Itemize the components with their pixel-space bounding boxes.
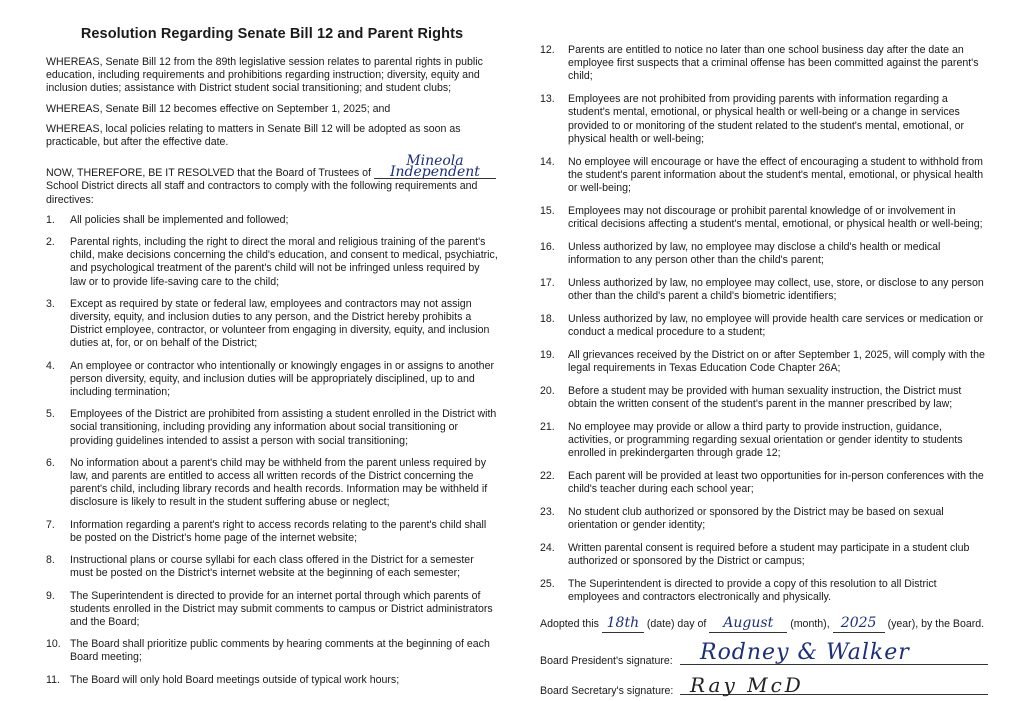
document-title: Resolution Regarding Senate Bill 12 and Parent Rights: [80, 26, 464, 42]
resolved-suffix: School District directs all staff and contractors to comply with the following requirements and directives:: [46, 180, 478, 206]
directive-item: [540, 542, 988, 568]
directive-text: All grievances received by the District on or after September 1, 2025, will comply with the legal requirements in Texas Education Code Chapter 26A;: [568, 348, 985, 375]
directive-text: All policies shall be implemented and followed;: [70, 213, 289, 226]
directive-item: [540, 313, 988, 339]
president-signature-label: Board President's signature:: [540, 655, 673, 668]
directive-number: 20.: [540, 384, 555, 397]
directive-number: 23.: [540, 506, 555, 519]
secretary-signature-row: [540, 673, 988, 701]
directive-item: [540, 205, 988, 231]
whereas-1: WHEREAS, Senate Bill 12 from the 89th legislative session relates to parental rights in public education, including requirements and prohibitions regarding instruction; diversity, equity and inclusion duties; assistance with District student social transitioning; and student clubs;: [46, 56, 483, 95]
adopted-date: 18th: [602, 614, 644, 633]
directive-item: [540, 385, 988, 411]
directive-number: 5.: [46, 408, 55, 421]
directive-text: Employees may not discourage or prohibit parental knowledge of or involvement in critical decisions affecting a student's mental, emotional, or physical health or well-being;: [568, 204, 983, 231]
directive-text: An employee or contractor who intentionally or knowingly engages in or assigns to another person diversity, equity, and inclusion duties will be appropriately disciplined, up to and including termination;: [70, 359, 494, 399]
directive-text: Each parent will be provided at least two opportunities for in-person conferences with the child's teacher during each school year;: [568, 470, 984, 496]
directive-text: The Board shall prioritize public comments by hearing comments at the beginning of each Board meeting;: [70, 638, 490, 664]
directive-number: 4.: [46, 359, 55, 372]
directive-item: [540, 506, 988, 532]
directive-text: Parental rights, including the right to direct the moral and religious training of the parent's child, make decisions concerning the child's education, and consent to medical, psychiatric, and psychological treatment of the parent's child will not be infringed unless required by law or to provide life-saving care to the child;: [70, 236, 498, 288]
directive-text: No information about a parent's child may be withheld from the parent unless required by law, and parents are entitled to access all written records of the District concerning the parent's child, including library records and health records. Information may be withheld if disclosure is likely to result in the student suffering abuse or neglect;: [70, 456, 488, 509]
directive-item: [46, 360, 498, 400]
directive-text: Written parental consent is required before a student may participate in a student club authorized or sponsored by the District or campus;: [568, 542, 970, 568]
adopted-prefix: Adopted this: [540, 618, 599, 631]
directive-item: [46, 236, 498, 289]
directive-item: [540, 277, 988, 303]
directive-text: No student club authorized or sponsored by the District may be based on sexual orientation or gender identity;: [568, 506, 944, 532]
whereas-3: WHEREAS, local policies relating to matters in Senate Bill 12 will be adopted as soon as practicable, but after the effective date.: [46, 122, 461, 149]
directive-item: [540, 44, 988, 84]
directives-list-right: [540, 44, 988, 604]
directive-text: Unless authorized by law, no employee may collect, use, store, or disclose to any person other than the child's parent a child's biometric identifiers;: [568, 276, 984, 303]
directives-list-left: [46, 214, 498, 687]
directive-number: 15.: [540, 204, 555, 217]
directive-number: 25.: [540, 578, 555, 591]
directive-item: [46, 590, 498, 630]
secretary-signature: Ray McD: [690, 673, 804, 698]
adopted-date-label: (date) day of: [646, 618, 707, 631]
directive-number: 22.: [540, 470, 555, 483]
left-column: [46, 26, 498, 696]
directive-number: 18.: [540, 312, 555, 325]
directive-text: No employee will encourage or have the effect of encouraging a student to withhold from the student's parent information about the student's mental, emotional, or physical health or well-being;: [568, 155, 984, 195]
secretary-signature-label: Board Secretary's signature:: [540, 685, 674, 698]
directive-item: [540, 156, 988, 196]
directive-text: Employees are not prohibited from providing parents with information regarding a student's mental, emotional, or physical health or well-being or a change in services provided to or monitoring of the student related to the student's mental, emotional, or physical health or well-being;: [568, 93, 964, 145]
directive-item: [46, 519, 498, 545]
adopted-year-label: (year), by the Board.: [887, 618, 985, 631]
directive-number: 8.: [46, 554, 55, 567]
directive-number: 21.: [540, 420, 555, 433]
adopted-month-label: (month),: [790, 618, 830, 631]
directive-number: 3.: [46, 297, 55, 310]
resolved-paragraph: [46, 153, 498, 207]
directive-number: 11.: [46, 673, 60, 686]
directive-text: Parents are entitled to notice no later than one school business day after the date an employee first suspects that a criminal offense has been committed against the parent's child;: [568, 44, 979, 83]
adopted-line: [540, 614, 988, 633]
president-signature: Rodney & Walker: [700, 640, 910, 666]
directive-item: [540, 421, 988, 461]
directive-number: 9.: [46, 589, 55, 602]
directive-text: Except as required by state or federal law, employees and contractors may not assign diversity, equity, and inclusion duties to any person, and the District hereby prohibits a District employee, contractor, or volunteer from engaging in diversity, equity, and inclusion duties at, for, or on behalf of the District;: [70, 297, 490, 350]
directive-item: [540, 578, 988, 604]
resolved-prefix: NOW, THEREFORE, BE IT RESOLVED that the Board of Trustees of: [46, 167, 371, 180]
directive-item: [46, 638, 498, 664]
directive-number: 12.: [540, 44, 555, 56]
directive-number: 17.: [540, 276, 555, 289]
directive-text: The Superintendent is directed to provide a copy of this resolution to all District employees and contractors electronically and physically.: [568, 578, 937, 604]
directive-number: 14.: [540, 155, 555, 168]
directive-item: [46, 214, 498, 227]
directive-number: 19.: [540, 348, 555, 361]
adopted-year: 2025: [833, 614, 885, 633]
directive-number: 16.: [540, 240, 555, 253]
directive-text: Instructional plans or course syllabi for each class offered in the District for a semester must be posted on the District's internet website at the beginning of each semester;: [70, 554, 474, 580]
president-signature-row: [540, 640, 988, 671]
directive-number: 2.: [46, 236, 55, 249]
directive-item: [540, 93, 988, 146]
directive-number: 6.: [46, 456, 55, 469]
directive-item: [540, 241, 988, 267]
directive-number: 10.: [46, 638, 61, 651]
directive-number: 1.: [46, 213, 55, 226]
directive-item: [46, 457, 498, 510]
directive-text: Information regarding a parent's right to access records relating to the parent's child shall be posted on the District's home page of the internet website;: [70, 518, 487, 544]
adopted-month: August: [709, 614, 787, 633]
directive-text: Unless authorized by law, no employee may disclose a child's health or medical information to any person other than the child's parent;: [568, 240, 941, 267]
school-name-handwritten: Mineola Independent: [374, 156, 496, 179]
directive-text: The Superintendent is directed to provide for an internet portal through which parents of students enrolled in the District may submit comments to campus or District administrators and the Board;: [70, 589, 493, 628]
directive-item: [46, 674, 498, 687]
directive-text: The Board will only hold Board meetings outside of typical work hours;: [70, 673, 400, 686]
directive-item: [540, 470, 988, 496]
directive-text: Employees of the District are prohibited from assisting a student enrolled in the District with social transitioning, including providing any information about social transitioning or providing guidelines intended to assist a person with social transitioning;: [70, 408, 497, 447]
directive-number: 24.: [540, 542, 555, 555]
directive-text: No employee may provide or allow a third party to provide instruction, guidance, activities, or programming regarding sexual orientation or gender identity to students enrolled in prekindergarten through grade 12;: [568, 420, 963, 460]
whereas-2: WHEREAS, Senate Bill 12 becomes effective on September 1, 2025; and: [46, 102, 391, 115]
directive-item: [540, 349, 988, 375]
right-column: [540, 44, 988, 701]
directive-text: Before a student may be provided with human sexuality instruction, the District must obtain the written consent of the student's parent in the manner prescribed by law;: [568, 384, 962, 411]
directive-number: 13.: [540, 93, 555, 106]
directive-item: [46, 298, 498, 351]
directive-item: [46, 554, 498, 580]
directive-number: 7.: [46, 518, 55, 531]
directive-item: [46, 408, 498, 448]
directive-text: Unless authorized by law, no employee will provide health care services or medication or conduct a medical procedure to a student;: [568, 312, 984, 339]
